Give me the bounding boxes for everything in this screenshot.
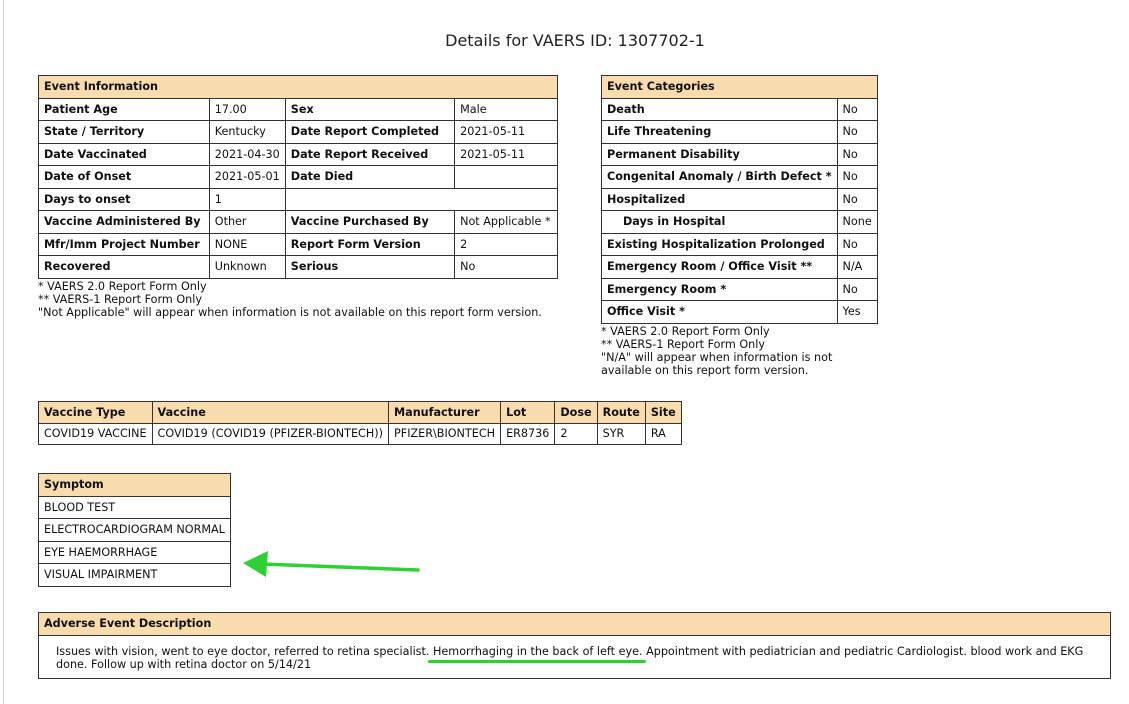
field-label: Recovered <box>39 256 210 279</box>
category-value: No <box>837 233 877 256</box>
field-value: Unknown <box>209 256 285 279</box>
table-row <box>602 188 878 211</box>
table-row <box>39 256 558 279</box>
table-row <box>602 278 878 301</box>
column-header: Lot <box>501 402 555 424</box>
table-row <box>602 256 878 279</box>
footnote: ** VAERS-1 Report Form Only <box>601 338 765 351</box>
field-label: Days to onset <box>39 188 210 211</box>
table-row <box>39 166 558 189</box>
symptom-item: ELECTROCARDIOGRAM NORMAL <box>39 519 231 542</box>
category-label: Emergency Room * <box>602 278 838 301</box>
field-value: 2021-05-01 <box>209 166 285 189</box>
category-value: No <box>837 278 877 301</box>
table-cell: PFIZER\BIONTECH <box>389 423 501 445</box>
field-value: Kentucky <box>209 121 285 144</box>
field-label: State / Territory <box>39 121 210 144</box>
green-arrow-icon <box>240 545 425 585</box>
field-label: Serious <box>285 256 454 279</box>
field-value: NONE <box>209 233 285 256</box>
field-value: No <box>455 256 558 279</box>
event-categories-header: Event Categories <box>602 76 878 99</box>
table-row <box>39 188 558 211</box>
column-header: Site <box>645 402 681 424</box>
table-cell: COVID19 VACCINE <box>39 423 153 445</box>
field-value: 2021-04-30 <box>209 143 285 166</box>
table-row <box>39 233 558 256</box>
table-cell: RA <box>645 423 681 445</box>
category-label: Congenital Anomaly / Birth Defect * <box>602 166 838 189</box>
table-row <box>602 143 878 166</box>
column-header: Route <box>597 402 645 424</box>
category-label: Hospitalized <box>602 188 838 211</box>
vaccine-table <box>38 401 682 445</box>
field-value: 1 <box>209 188 285 211</box>
symptom-item: BLOOD TEST <box>39 496 231 519</box>
table-row <box>39 121 558 144</box>
table-row <box>602 233 878 256</box>
category-value: No <box>837 98 877 121</box>
category-value: None <box>837 211 877 234</box>
footnote: available on this report form version. <box>601 364 809 377</box>
field-value: 2 <box>455 233 558 256</box>
field-label: Vaccine Purchased By <box>285 211 454 234</box>
green-underline <box>428 660 646 663</box>
table-row <box>602 301 878 324</box>
event-categories-table <box>601 75 878 324</box>
field-label: Mfr/Imm Project Number <box>39 233 210 256</box>
table-cell: 2 <box>555 423 597 445</box>
category-label: Days in Hospital <box>602 211 838 234</box>
category-value: No <box>837 188 877 211</box>
table-row <box>39 423 682 445</box>
table-header-row <box>39 402 682 424</box>
table-cell: SYR <box>597 423 645 445</box>
category-label: Existing Hospitalization Prolonged <box>602 233 838 256</box>
empty-cell <box>285 188 557 211</box>
field-label: Date Vaccinated <box>39 143 210 166</box>
category-value: Yes <box>837 301 877 324</box>
field-label: Date Died <box>285 166 454 189</box>
category-value: No <box>837 143 877 166</box>
column-header: Vaccine <box>152 402 388 424</box>
table-row <box>39 143 558 166</box>
table-row <box>39 564 231 587</box>
symptom-header: Symptom <box>39 474 231 497</box>
event-info-notes <box>38 280 542 319</box>
column-header: Vaccine Type <box>39 402 153 424</box>
category-label: Emergency Room / Office Visit ** <box>602 256 838 279</box>
table-row <box>39 519 231 542</box>
field-label: Date Report Received <box>285 143 454 166</box>
field-value: 2021-05-11 <box>455 143 558 166</box>
field-value: Male <box>455 98 558 121</box>
field-value <box>455 166 558 189</box>
table-row <box>602 211 878 234</box>
category-label: Death <box>602 98 838 121</box>
category-value: No <box>837 121 877 144</box>
field-label: Sex <box>285 98 454 121</box>
table-row <box>39 541 231 564</box>
column-header: Dose <box>555 402 597 424</box>
adverse-event-header: Adverse Event Description <box>39 613 1110 636</box>
field-label: Patient Age <box>39 98 210 121</box>
page-left-border <box>3 0 4 704</box>
table-cell: ER8736 <box>501 423 555 445</box>
field-value: Other <box>209 211 285 234</box>
footnote: * VAERS 2.0 Report Form Only <box>38 280 207 293</box>
field-label: Report Form Version <box>285 233 454 256</box>
adverse-event-section <box>38 612 1111 679</box>
footnote: * VAERS 2.0 Report Form Only <box>601 325 770 338</box>
table-row <box>602 166 878 189</box>
field-label: Date of Onset <box>39 166 210 189</box>
table-row <box>602 98 878 121</box>
field-value: 17.00 <box>209 98 285 121</box>
table-row <box>39 496 231 519</box>
page-title: Details for VAERS ID: 1307702-1 <box>445 31 705 50</box>
category-label: Permanent Disability <box>602 143 838 166</box>
field-value: 2021-05-11 <box>455 121 558 144</box>
footnote: "N/A" will appear when information is not <box>601 351 833 364</box>
table-row <box>39 211 558 234</box>
event-information-table <box>38 75 558 279</box>
table-row <box>602 121 878 144</box>
event-information-header: Event Information <box>39 76 558 99</box>
table-row <box>39 98 558 121</box>
column-header: Manufacturer <box>389 402 501 424</box>
symptom-item: EYE HAEMORRHAGE <box>39 541 231 564</box>
adverse-event-description: Issues with vision, went to eye doctor, referred to retina specialist. Hemorrhaging in the back of left eye. Appointment with pediatrician and pediatric Cardiologist. blood work and EKG done. Follow up with retina doctor on 5/14/21 <box>56 645 1084 671</box>
table-cell: COVID19 (COVID19 (PFIZER-BIONTECH)) <box>152 423 388 445</box>
footnote: ** VAERS-1 Report Form Only <box>38 293 202 306</box>
field-value: Not Applicable * <box>455 211 558 234</box>
symptom-table <box>38 473 231 587</box>
symptom-item: VISUAL IMPAIRMENT <box>39 564 231 587</box>
field-label: Date Report Completed <box>285 121 454 144</box>
field-label: Vaccine Administered By <box>39 211 210 234</box>
category-value: N/A <box>837 256 877 279</box>
event-categories-notes <box>601 325 832 377</box>
footnote: "Not Applicable" will appear when information is not available on this report form version. <box>38 306 542 319</box>
category-label: Life Threatening <box>602 121 838 144</box>
category-label: Office Visit * <box>602 301 838 324</box>
category-value: No <box>837 166 877 189</box>
